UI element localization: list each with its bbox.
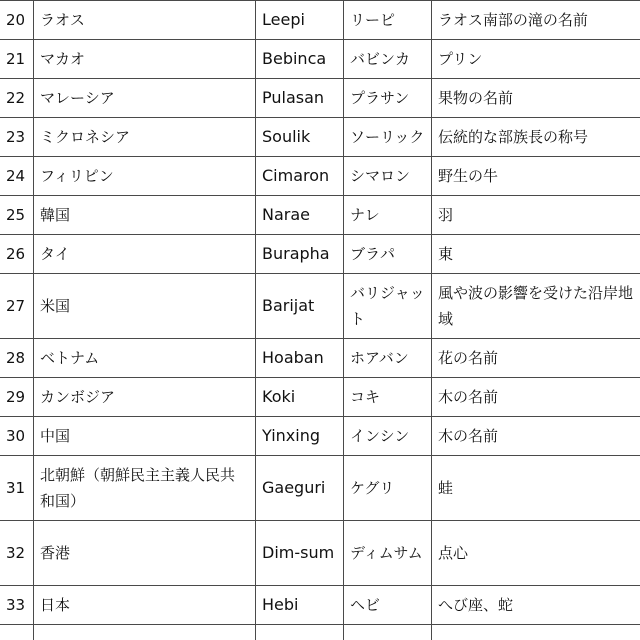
name-cell: Gaeguri [256,456,344,521]
meaning-cell: 点心 [432,521,640,586]
name-cell: Narae [256,196,344,235]
table-row [0,40,640,79]
table-row [0,339,640,378]
name-cell: Dim-sum [256,521,344,586]
row-number: 21 [0,40,34,79]
row-number: 27 [0,274,34,339]
country-cell: マレーシア [34,79,256,118]
country-cell: ベトナム [34,339,256,378]
meaning-cell: へび座、蛇 [432,586,640,625]
meaning-cell: 風や波の影響を受けた沿岸地域 [432,274,640,339]
kana-cell: リーピ [344,1,432,40]
name-cell: Cimaron [256,157,344,196]
table-row [0,456,640,521]
name-cell: Yinxing [256,417,344,456]
country-cell: 米国 [34,274,256,339]
row-number: 23 [0,118,34,157]
table-row [0,235,640,274]
kana-cell: ホアバン [344,339,432,378]
kana-cell: ケグリ [344,456,432,521]
kana-cell [344,625,432,640]
table-row [0,378,640,417]
country-cell: タイ [34,235,256,274]
kana-cell: ソーリック [344,118,432,157]
name-cell: Hebi [256,586,344,625]
meaning-cell: 羽 [432,196,640,235]
meaning-cell: 野生の牛 [432,157,640,196]
name-cell: Koki [256,378,344,417]
row-number: 20 [0,1,34,40]
kana-cell: インシン [344,417,432,456]
country-cell [34,625,256,640]
country-cell: 日本 [34,586,256,625]
row-number: 22 [0,79,34,118]
meaning-cell: 木の名前 [432,378,640,417]
meaning-cell: 果物の名前 [432,79,640,118]
name-cell: Leepi [256,1,344,40]
table-row [0,586,640,625]
kana-cell: ディムサム [344,521,432,586]
meaning-cell: 花の名前 [432,339,640,378]
table-row [0,196,640,235]
meaning-cell: 木の名前 [432,417,640,456]
row-number: 29 [0,378,34,417]
name-cell: Hoaban [256,339,344,378]
table-row [0,521,640,586]
kana-cell: バリジャット [344,274,432,339]
name-cell: Pulasan [256,79,344,118]
row-number: 25 [0,196,34,235]
table-row [0,417,640,456]
meaning-cell: 蛙 [432,456,640,521]
table-row [0,625,640,640]
kana-cell: シマロン [344,157,432,196]
row-number: 30 [0,417,34,456]
country-cell: ミクロネシア [34,118,256,157]
kana-cell: ヘビ [344,586,432,625]
name-cell: Bebinca [256,40,344,79]
name-cell [256,625,344,640]
meaning-cell [432,625,640,640]
table-row [0,118,640,157]
row-number: 28 [0,339,34,378]
row-number: 33 [0,586,34,625]
country-cell: 韓国 [34,196,256,235]
country-cell: カンボジア [34,378,256,417]
meaning-cell: プリン [432,40,640,79]
country-cell: 香港 [34,521,256,586]
row-number: 24 [0,157,34,196]
row-number: 26 [0,235,34,274]
meaning-cell: 東 [432,235,640,274]
meaning-cell: ラオス南部の滝の名前 [432,1,640,40]
table-row [0,79,640,118]
row-number: 31 [0,456,34,521]
country-cell: 北朝鮮（朝鮮民主主義人民共和国） [34,456,256,521]
name-cell: Burapha [256,235,344,274]
kana-cell: ブラパ [344,235,432,274]
kana-cell: ナレ [344,196,432,235]
kana-cell: バビンカ [344,40,432,79]
country-cell: 中国 [34,417,256,456]
name-cell: Soulik [256,118,344,157]
table-row [0,274,640,339]
country-cell: マカオ [34,40,256,79]
country-cell: ラオス [34,1,256,40]
row-number [0,625,34,640]
kana-cell: コキ [344,378,432,417]
table-row [0,157,640,196]
country-cell: フィリピン [34,157,256,196]
table-row [0,1,640,40]
row-number: 32 [0,521,34,586]
meaning-cell: 伝統的な部族長の称号 [432,118,640,157]
name-cell: Barijat [256,274,344,339]
kana-cell: プラサン [344,79,432,118]
